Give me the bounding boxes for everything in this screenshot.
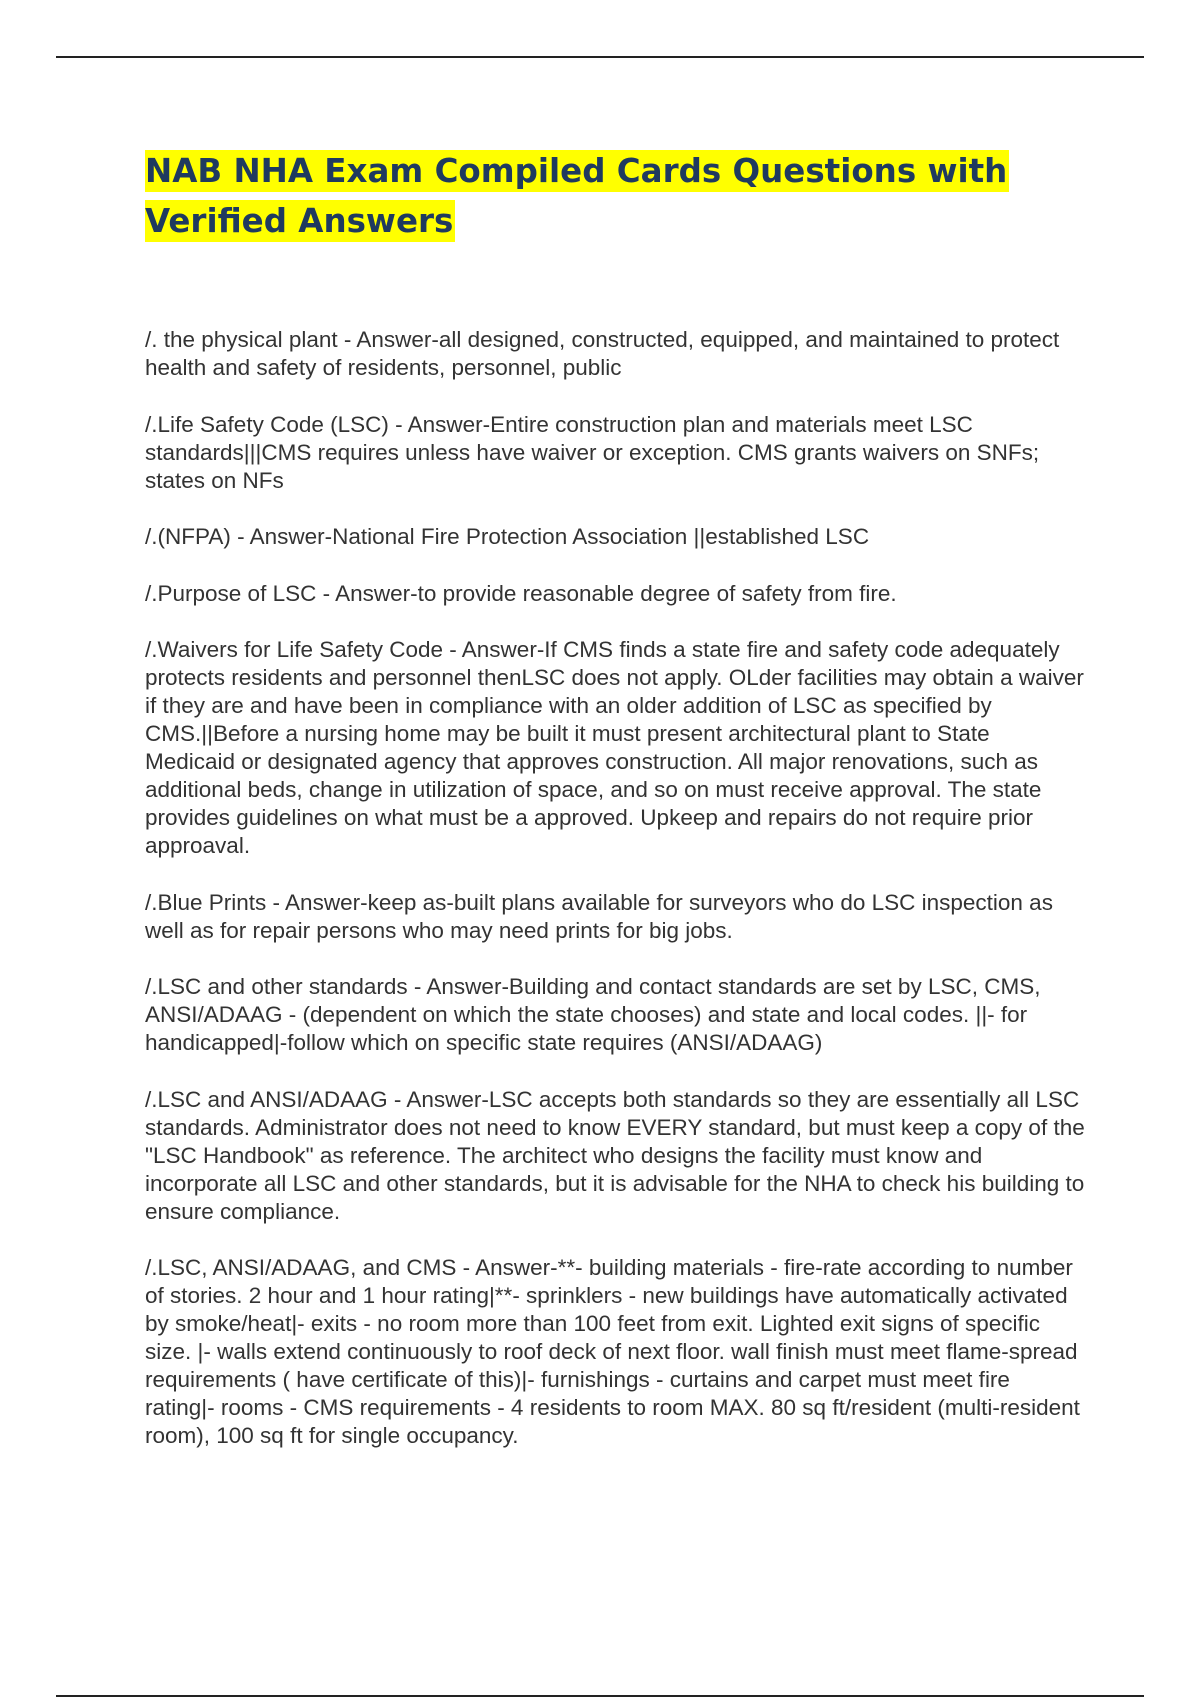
title-highlight: NAB NHA Exam Compiled Cards Questions with Verified Answers (145, 152, 1008, 240)
card-blue-prints: /.Blue Prints - Answer-keep as-built plans available for surveyors who do LSC inspection as well as for repair persons who may need prints for big jobs. (145, 889, 1053, 943)
card-life-safety-code: /.Life Safety Code (LSC) - Answer-Entire construction plan and materials meet LSC standards|||CMS requires unless have waiver or exception. CMS grants waivers on SNFs; states on NFs (145, 411, 1040, 493)
card-lsc-other-standards: /.LSC and other standards - Answer-Building and contact standards are set by LSC, CMS, ANSI/ADAAG - (dependent on which the state chooses) and state and local codes. ||- for handicapped|-follow which on specific state requires (ANSI/ADAAG) (145, 974, 1041, 1055)
card-purpose-of-lsc: /.Purpose of LSC - Answer-to provide reasonable degree of safety from fire. (145, 580, 897, 606)
bottom-divider (56, 1695, 1144, 1697)
document-title (145, 146, 1045, 246)
top-divider (56, 56, 1144, 58)
card-lsc-ansi-cms: /.LSC, ANSI/ADAAG, and CMS - Answer-**- building materials - fire-rate according to number of stories. 2 hour and 1 hour rating|**- sprinklers - new buildings have automatically activated by smoke/heat|- exits - no room more than 100 feet from exit. Lighted exit signs of specific size. |- walls extend continuously to roof deck of next floor. wall finish must meet flame-spread requirements ( have certificate of this)|- furnishings - curtains and carpet must meet fire rating|- rooms - CMS requirements - 4 residents to room MAX. 80 sq ft/resident (multi-resident room), 100 sq ft for single occupancy. (145, 1255, 1080, 1448)
card-lsc-ansi-adaag: /.LSC and ANSI/ADAAG - Answer-LSC accepts both standards so they are essentially all LSC standards. Administrator does not need to know EVERY standard, but must keep a copy of the "LSC Handbook" as reference. The architect who designs the facility must know and incorporate all LSC and other standards, but it is advisable for the NHA to check his building to ensure compliance. (145, 1086, 1085, 1224)
card-physical-plant: /. the physical plant - Answer-all designed, constructed, equipped, and maintained to protect health and safety of residents, personnel, public (145, 327, 1060, 380)
card-list (145, 326, 1085, 1479)
card-nfpa: /.(NFPA) - Answer-National Fire Protection Association ||established LSC (145, 524, 870, 549)
card-waivers-lsc: /.Waivers for Life Safety Code - Answer-If CMS finds a state fire and safety code adequately protects residents and personnel thenLSC does not apply. OLder facilities may obtain a waiver if they are and have been in compliance with an older addition of LSC as specified by CMS.||Before a nursing home may be built it must present architectural plant to State Medicaid or designated agency that approves construction. All major renovations, such as additional beds, change in utilization of space, and so on must receive approval. The state provides guidelines on what must be a approved. Upkeep and repairs do not require prior approaval. (145, 637, 1084, 858)
